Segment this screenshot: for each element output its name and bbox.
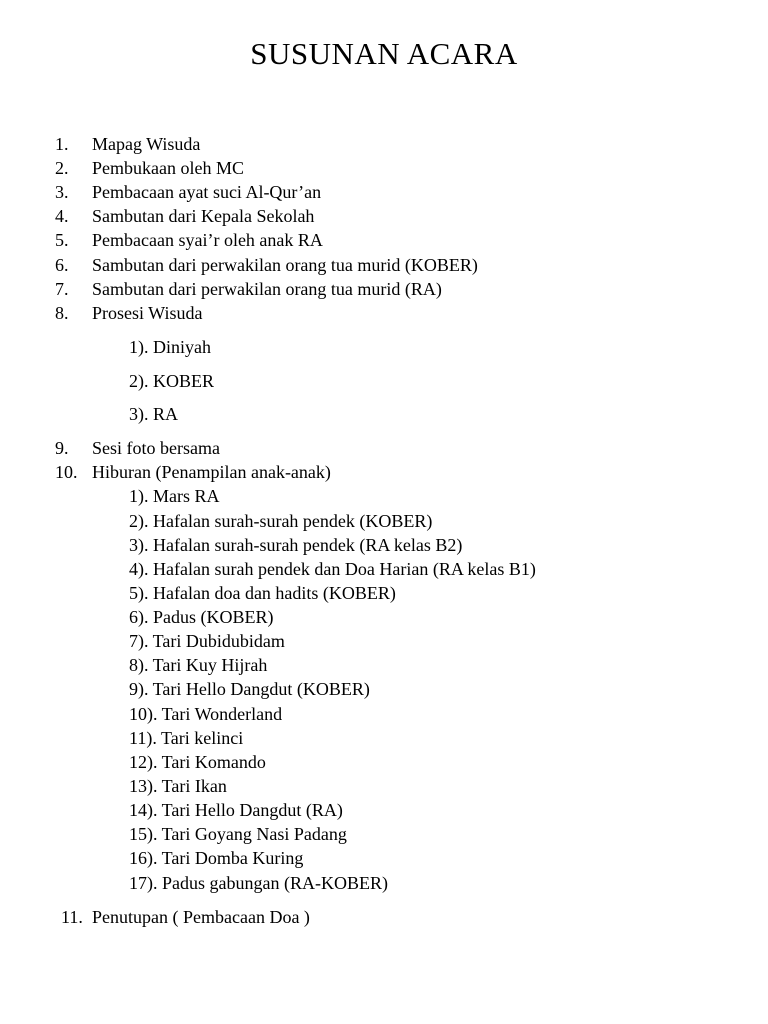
sub-list-item: 8). Tari Kuy Hijrah: [129, 655, 268, 675]
list-item-text: Mapag Wisuda: [92, 134, 201, 154]
sub-list-item: 6). Padus (KOBER): [129, 607, 274, 627]
list-item-number: 10.: [55, 462, 78, 482]
sub-list-item: 16). Tari Domba Kuring: [129, 848, 304, 868]
list-item-text: Sambutan dari Kepala Sekolah: [92, 206, 315, 226]
sub-list-item: 4). Hafalan surah pendek dan Doa Harian (RA kelas B1): [129, 559, 536, 579]
sub-list-item: 9). Tari Hello Dangdut (KOBER): [129, 679, 370, 699]
list-item-number: 1.: [55, 134, 69, 154]
list-item-number: 3.: [55, 182, 69, 202]
sub-list-item: 1). Mars RA: [129, 486, 220, 506]
sub-list-item: 2). KOBER: [129, 371, 214, 391]
list-item-text: Pembacaan ayat suci Al-Qur’an: [92, 182, 322, 202]
sub-list-item: 13). Tari Ikan: [129, 776, 227, 796]
sub-list-item: 10). Tari Wonderland: [129, 704, 283, 724]
list-item-number: 11.: [61, 907, 83, 927]
sub-list-item: 3). Hafalan surah-surah pendek (RA kelas B2): [129, 535, 463, 555]
list-item-text: Pembacaan syai’r oleh anak RA: [92, 230, 323, 250]
sub-list-item: 12). Tari Komando: [129, 752, 266, 772]
page-title: SUSUNAN ACARA: [250, 36, 518, 71]
list-item-number: 8.: [55, 303, 69, 323]
sub-list-item: 3). RA: [129, 404, 178, 424]
list-item-number: 5.: [55, 230, 69, 250]
list-item-text: Prosesi Wisuda: [92, 303, 203, 323]
sub-list-item: 2). Hafalan surah-surah pendek (KOBER): [129, 511, 433, 531]
sub-list-item: 7). Tari Dubidubidam: [129, 631, 285, 651]
list-item-text: Hiburan (Penampilan anak-anak): [92, 462, 331, 482]
list-item-text: Sambutan dari perwakilan orang tua murid (KOBER): [92, 255, 478, 275]
sub-list-item: 11). Tari kelinci: [129, 728, 244, 748]
list-item-text: Penutupan ( Pembacaan Doa ): [92, 907, 310, 927]
list-item-number: 7.: [55, 279, 69, 299]
list-item-text: Sesi foto bersama: [92, 438, 220, 458]
list-item-text: Pembukaan oleh MC: [92, 158, 244, 178]
sub-list-item: 5). Hafalan doa dan hadits (KOBER): [129, 583, 396, 603]
sub-list-item: 17). Padus gabungan (RA-KOBER): [129, 873, 388, 893]
list-item-number: 6.: [55, 255, 69, 275]
sub-list-item: 14). Tari Hello Dangdut (RA): [129, 800, 343, 820]
list-item-text: Sambutan dari perwakilan orang tua murid (RA): [92, 279, 442, 299]
sub-list-item: 1). Diniyah: [129, 337, 211, 357]
sub-list-item: 15). Tari Goyang Nasi Padang: [129, 824, 347, 844]
list-item-number: 4.: [55, 206, 69, 226]
list-item-number: 2.: [55, 158, 69, 178]
list-item-number: 9.: [55, 438, 69, 458]
